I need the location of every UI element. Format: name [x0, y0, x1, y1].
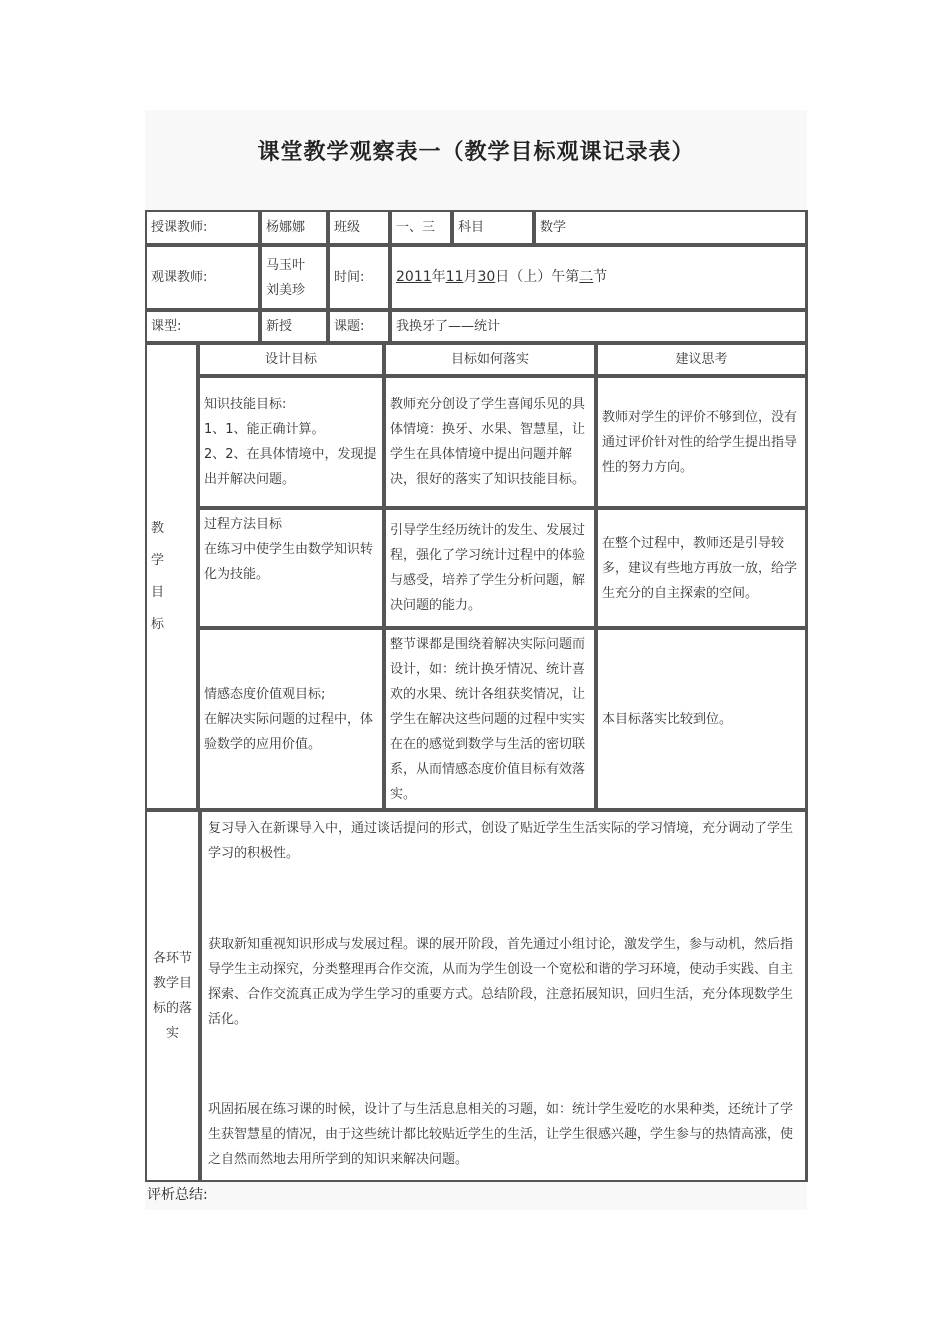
design-goal-item: 在解决实际问题的过程中，体验数学的应用价值。: [204, 711, 374, 752]
design-goal-heading: 情感态度价值观目标;: [204, 686, 326, 702]
design-goal-heading: 知识技能目标:: [204, 397, 287, 412]
design-goal-item: 在练习中使学生由数学知识转化为技能。: [204, 542, 374, 582]
design-goal-item: 1、1、能正确计算。: [204, 422, 325, 437]
stages-content: [200, 810, 807, 1182]
topic-value: 我换牙了——统计: [390, 310, 807, 343]
class-value: 一、三: [390, 210, 452, 245]
goals-side-label: [145, 343, 198, 810]
design-goal-process: [198, 508, 384, 628]
stages-side-label: 各环节教学目标的落实: [145, 810, 200, 1182]
stage-consolidation-paragraph: 巩固拓展在练习课的时候，设计了与生活息息相关的习题，如：统计学生爱吃的水果种类，还统计了学生获智慧星的情况，由于这些统计都比较贴近学生的生活，让学生很感兴趣，学生参与的热情高涨，使之自然而然地去用所学到的知识来解决问题。: [208, 1102, 794, 1167]
observer-names: [260, 245, 328, 310]
implementation-emotion: 整节课都是围绕着解决实际问题而设计，如：统计换牙情况、统计喜欢的水果、统计各组获奖情况，让学生在解决这些问题的过程中实实在在的感觉到数学与生活的密切联系，从而情感态度价值目标有效落实。: [384, 628, 596, 810]
teacher-name: 杨娜娜: [260, 210, 328, 245]
side-label-char: 目: [151, 584, 165, 600]
observer-name: 刘美珍: [266, 282, 306, 298]
implementation-process: 引导学生经历统计的发生、发展过程，强化了学习统计过程中的体验与感受，培养了学生分析问题，解决问题的能力。: [384, 508, 596, 628]
page-title: 课堂教学观察表一（教学目标观课记录表）: [257, 139, 695, 165]
column-header-design: 设计目标: [198, 343, 384, 376]
suggestion-emotion: 本目标落实比较到位。: [596, 628, 807, 810]
subject-label: 科目: [452, 210, 534, 245]
type-value: 新授: [260, 310, 328, 343]
teacher-label: 授课教师:: [145, 210, 260, 245]
suggestion-process: 在整个过程中，教师还是引导较多，建议有些地方再放一放，给学生充分的自主探索的空间。: [596, 508, 807, 628]
observer-label: 观课教师:: [145, 245, 260, 310]
time-label: 时间:: [328, 245, 390, 310]
date-day-unit: 日（上）午第: [495, 269, 580, 285]
topic-label: 课题:: [328, 310, 390, 343]
side-label-char: 教: [151, 520, 165, 536]
stage-new-knowledge-paragraph: 获取新知重视知识形成与发展过程。课的展开阶段，首先通过小组讨论，激发学生，参与动机，然后指导学生主动探究，分类整理再合作交流，从而为学生创设一个宽松和谐的学习环境，使动手实践、自主探索、合作交流真正成为学生学习的重要方式。总结阶段，注意拓展知识，回归生活，充分体现数学生活化。: [208, 936, 794, 1027]
stage-review-paragraph: 复习导入在新课导入中，通过谈话提问的形式，创设了贴近学生生活实际的学习情境，充分调动了学生学习的积极性。: [208, 821, 794, 861]
summary-label: 评析总结:: [147, 1187, 208, 1203]
design-goal-item: 2、2、在具体情境中，发现提出并解决问题。: [204, 447, 377, 487]
column-header-implementation: 目标如何落实: [384, 343, 596, 376]
date-day: 30: [477, 269, 496, 285]
date-period: 二: [579, 269, 594, 285]
design-goal-emotion: [198, 628, 384, 810]
observer-name: 马玉叶: [266, 257, 306, 273]
subject-value: 数学: [534, 210, 807, 245]
lesson-date: [390, 245, 807, 310]
design-goal-heading: 过程方法目标: [204, 517, 283, 532]
date-period-unit: 节: [593, 269, 608, 285]
date-month-unit: 月: [463, 269, 478, 285]
design-goal-knowledge: [198, 376, 384, 508]
implementation-knowledge: 教师充分创设了学生喜闻乐见的具体情境：换牙、水果、智慧星，让学生在具体情境中提出问题并解决，很好的落实了知识技能目标。: [384, 376, 596, 508]
side-label-char: 标: [151, 616, 165, 632]
suggestion-knowledge: 教师对学生的评价不够到位，没有通过评价针对性的给学生提出指导性的努力方向。: [596, 376, 807, 508]
date-year: 2011: [396, 269, 432, 285]
column-header-suggestion: 建议思考: [596, 343, 807, 376]
date-year-unit: 年: [431, 269, 446, 285]
type-label: 课型:: [145, 310, 260, 343]
date-month: 11: [445, 269, 464, 285]
class-label: 班级: [328, 210, 390, 245]
side-label-char: 学: [151, 552, 165, 568]
